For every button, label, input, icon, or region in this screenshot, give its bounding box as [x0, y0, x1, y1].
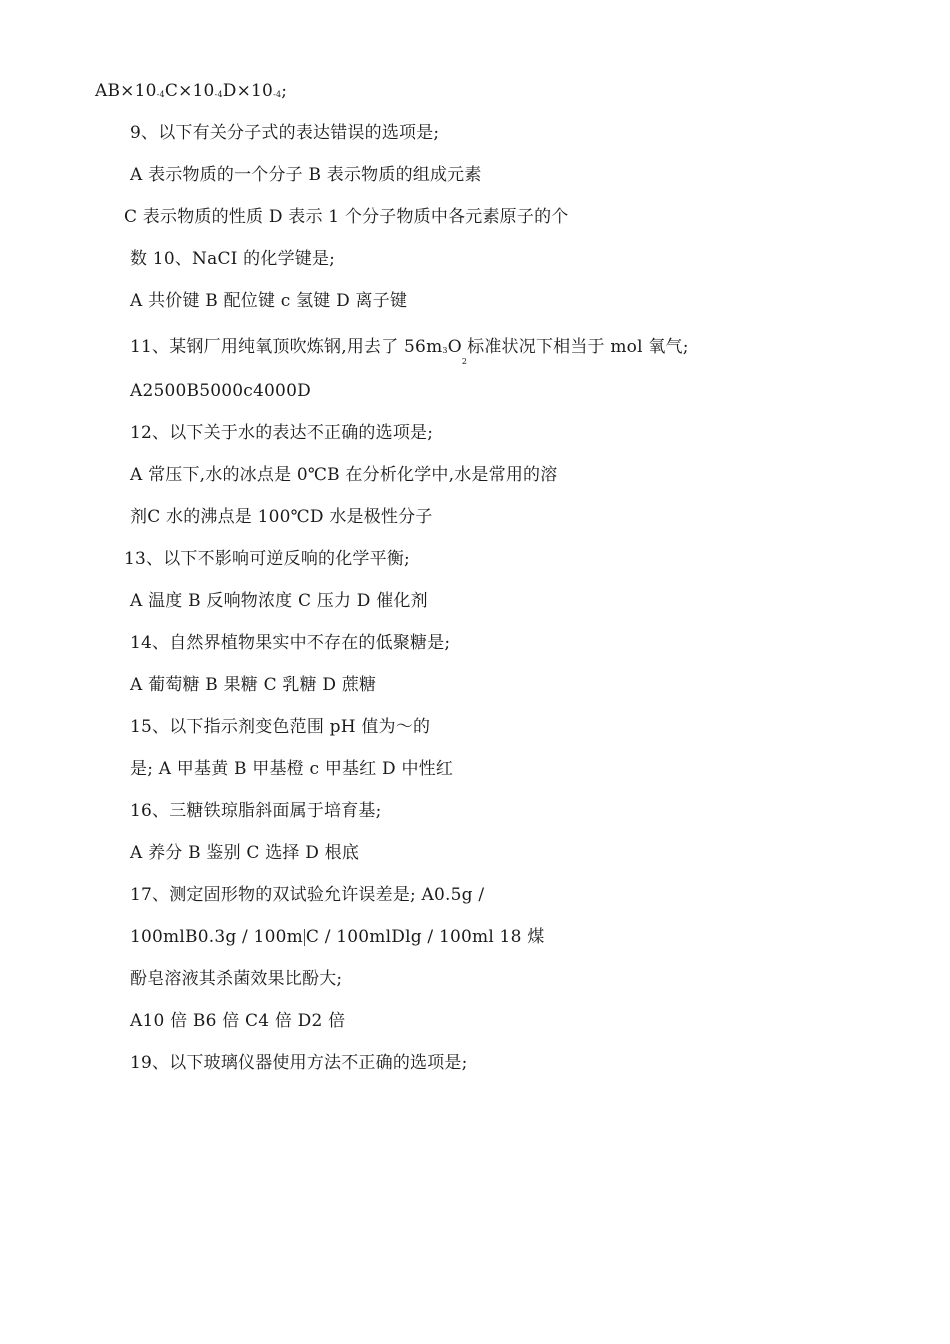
question-18-options: A10 倍 B6 倍 C4 倍 D2 倍 — [130, 1011, 346, 1031]
question-17-options: 100mlB0.3g / 100m C / 100mlDlg / 100ml 18 煤 — [130, 927, 545, 947]
question-15-options: 是; A 甲基黄 B 甲基橙 c 甲基红 D 中性红 — [130, 759, 454, 779]
question-15: 15、以下指示剂变色范围 pH 值为～的 — [130, 717, 431, 737]
question-16: 16、三糖铁琼脂斜面属于培育基; — [130, 801, 382, 821]
question-11: 11、某钢厂用纯氧顶吹炼钢,用去了 $56m^3O_2$标准状况下相当于 mol 氧气; — [130, 337, 689, 366]
question-9: 9、以下有关分子式的表达错误的选项是; — [130, 123, 440, 143]
question-14: 14、自然界植物果实中不存在的低聚糖是; — [130, 633, 451, 653]
question-10: 数 10、NaCI 的化学键是; — [130, 249, 336, 269]
question-12-options-cd: 剂C 水的沸点是 100℃D 水是极性分子 — [130, 507, 433, 527]
question-12-options-ab: A 常压下,水的冰点是 0℃B 在分析化学中,水是常用的溶 — [130, 465, 558, 485]
question-16-options: A 养分 B 鉴别 C 选择 D 根底 — [130, 843, 360, 863]
question-14-options: A 葡萄糖 B 果糖 C 乳糖 D 蔗糖 — [130, 675, 377, 695]
question-11-options: A2500B5000c4000D — [130, 381, 311, 401]
question-18: 酚皂溶液其杀菌效果比酚大; — [130, 969, 343, 989]
question-13-options: A 温度 B 反响物浓度 C 压力 D 催化剂 — [130, 591, 428, 611]
question-17: 17、测定固形物的双试验允许误差是; A0.5g / — [130, 885, 485, 905]
question-10-options: A 共价键 B 配位键 c 氢键 D 离子键 — [130, 291, 408, 311]
question-9-options-ab: A 表示物质的一个分子 B 表示物质的组成元素 — [130, 165, 482, 185]
question-19: 19、以下玻璃仪器使用方法不正确的选项是; — [130, 1053, 468, 1073]
question-9-options-cd: C 表示物质的性质 D 表示 1 个分子物质中各元素原子的个 — [124, 207, 569, 227]
question-12: 12、以下关于水的表达不正确的选项是; — [130, 423, 434, 443]
question-13: 13、以下不影响可逆反响的化学平衡; — [124, 549, 410, 569]
text-line-1: $AB\times 10^{-4}C\times 10^{-4}D\times 10^{-4}$; — [95, 81, 288, 101]
divider-mark — [304, 929, 305, 946]
